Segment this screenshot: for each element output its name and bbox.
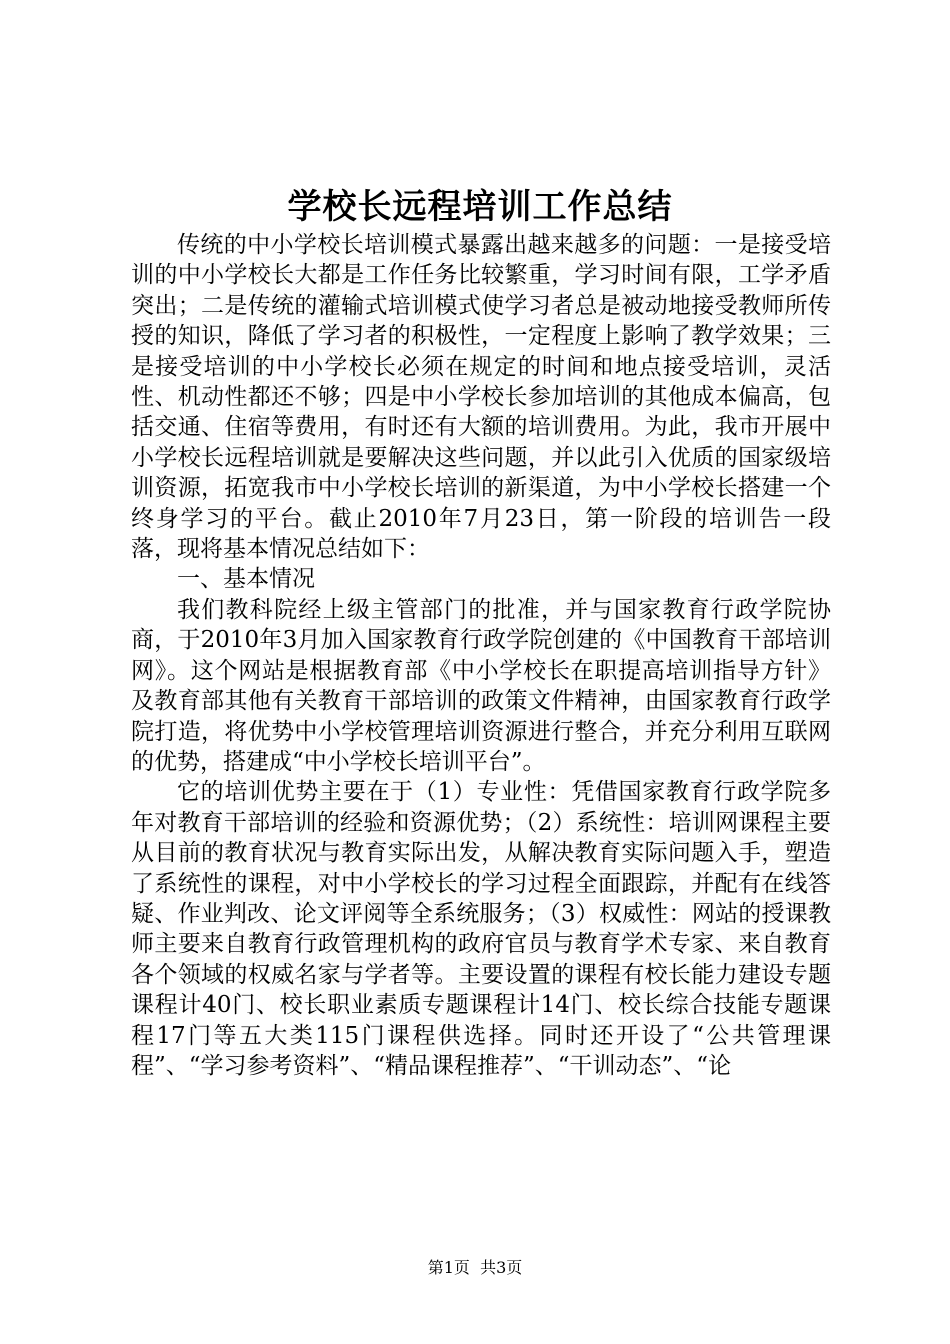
paragraph-joining-network: 我们教科院经上级主管部门的批准，并与国家教育行政学院协商，于2010年3月加入国家教育行政学院创建的《中国教育干部培训网》。这个网站是根据教育部《中小学校长在职提高培训指导方针》及教育部其他有关教育干部培训的政策文件精神，由国家教育行政学院打造，将优势中小学校管理培训资源进行整合，并充分利用互联网的优势，搭建成“中小学校长培训平台”。 [131, 596, 831, 775]
page-footer [0, 1258, 950, 1278]
document-body [131, 230, 831, 1081]
paragraph-intro: 传统的中小学校长培训模式暴露出越来越多的问题：一是接受培训的中小学校长大都是工作任务比较繁重，学习时间有限，工学矛盾突出；二是传统的灌输式培训模式使学习者总是被动地接受教师所传授的知识，降低了学习者的积极性，一定程度上影响了教学效果；三是接受培训的中小学校长必须在规定的时间和地点接受培训，灵活性、机动性都还不够；四是中小学校长参加培训的其他成本偏高，包括交通、住宿等费用，有时还有大额的培训费用。为此，我市开展中小学校长远程培训就是要解决这些问题，并以此引入优质的国家级培训资源，拓宽我市中小学校长培训的新渠道，为中小学校长搭建一个终身学习的平台。截止2010年7月23日，第一阶段的培训告一段落，现将基本情况总结如下： [131, 232, 831, 563]
page-total: 共3页 [480, 1258, 523, 1277]
section-heading-basic-situation: 一、基本情况 [177, 566, 315, 593]
paragraph-training-advantages: 它的培训优势主要在于（1）专业性：凭借国家教育行政学院多年对教育干部培训的经验和资源优势；（2）系统性：培训网课程主要从目前的教育状况与教育实际出发，从解决教育实际问题入手，塑造了系统性的课程，对中小学校长的学习过程全面跟踪，并配有在线答疑、作业判改、论文评阅等全系统服务；（3）权威性：网站的授课教师主要来自教育行政管理机构的政府官员与教育学术专家、来自教育各个领域的权威名家与学者等。主要设置的课程有校长能力建设专题课程计40门、校长职业素质专题课程计14门、校长综合技能专题课程17门等五大类115门课程供选择。同时还开设了“公共管理课程”、“学习参考资料”、“精品课程推荐”、“干训动态”、“论 [131, 779, 831, 1079]
page-number: 第1页 [427, 1258, 470, 1277]
document-title: 学校长远程培训工作总结 [287, 187, 673, 227]
